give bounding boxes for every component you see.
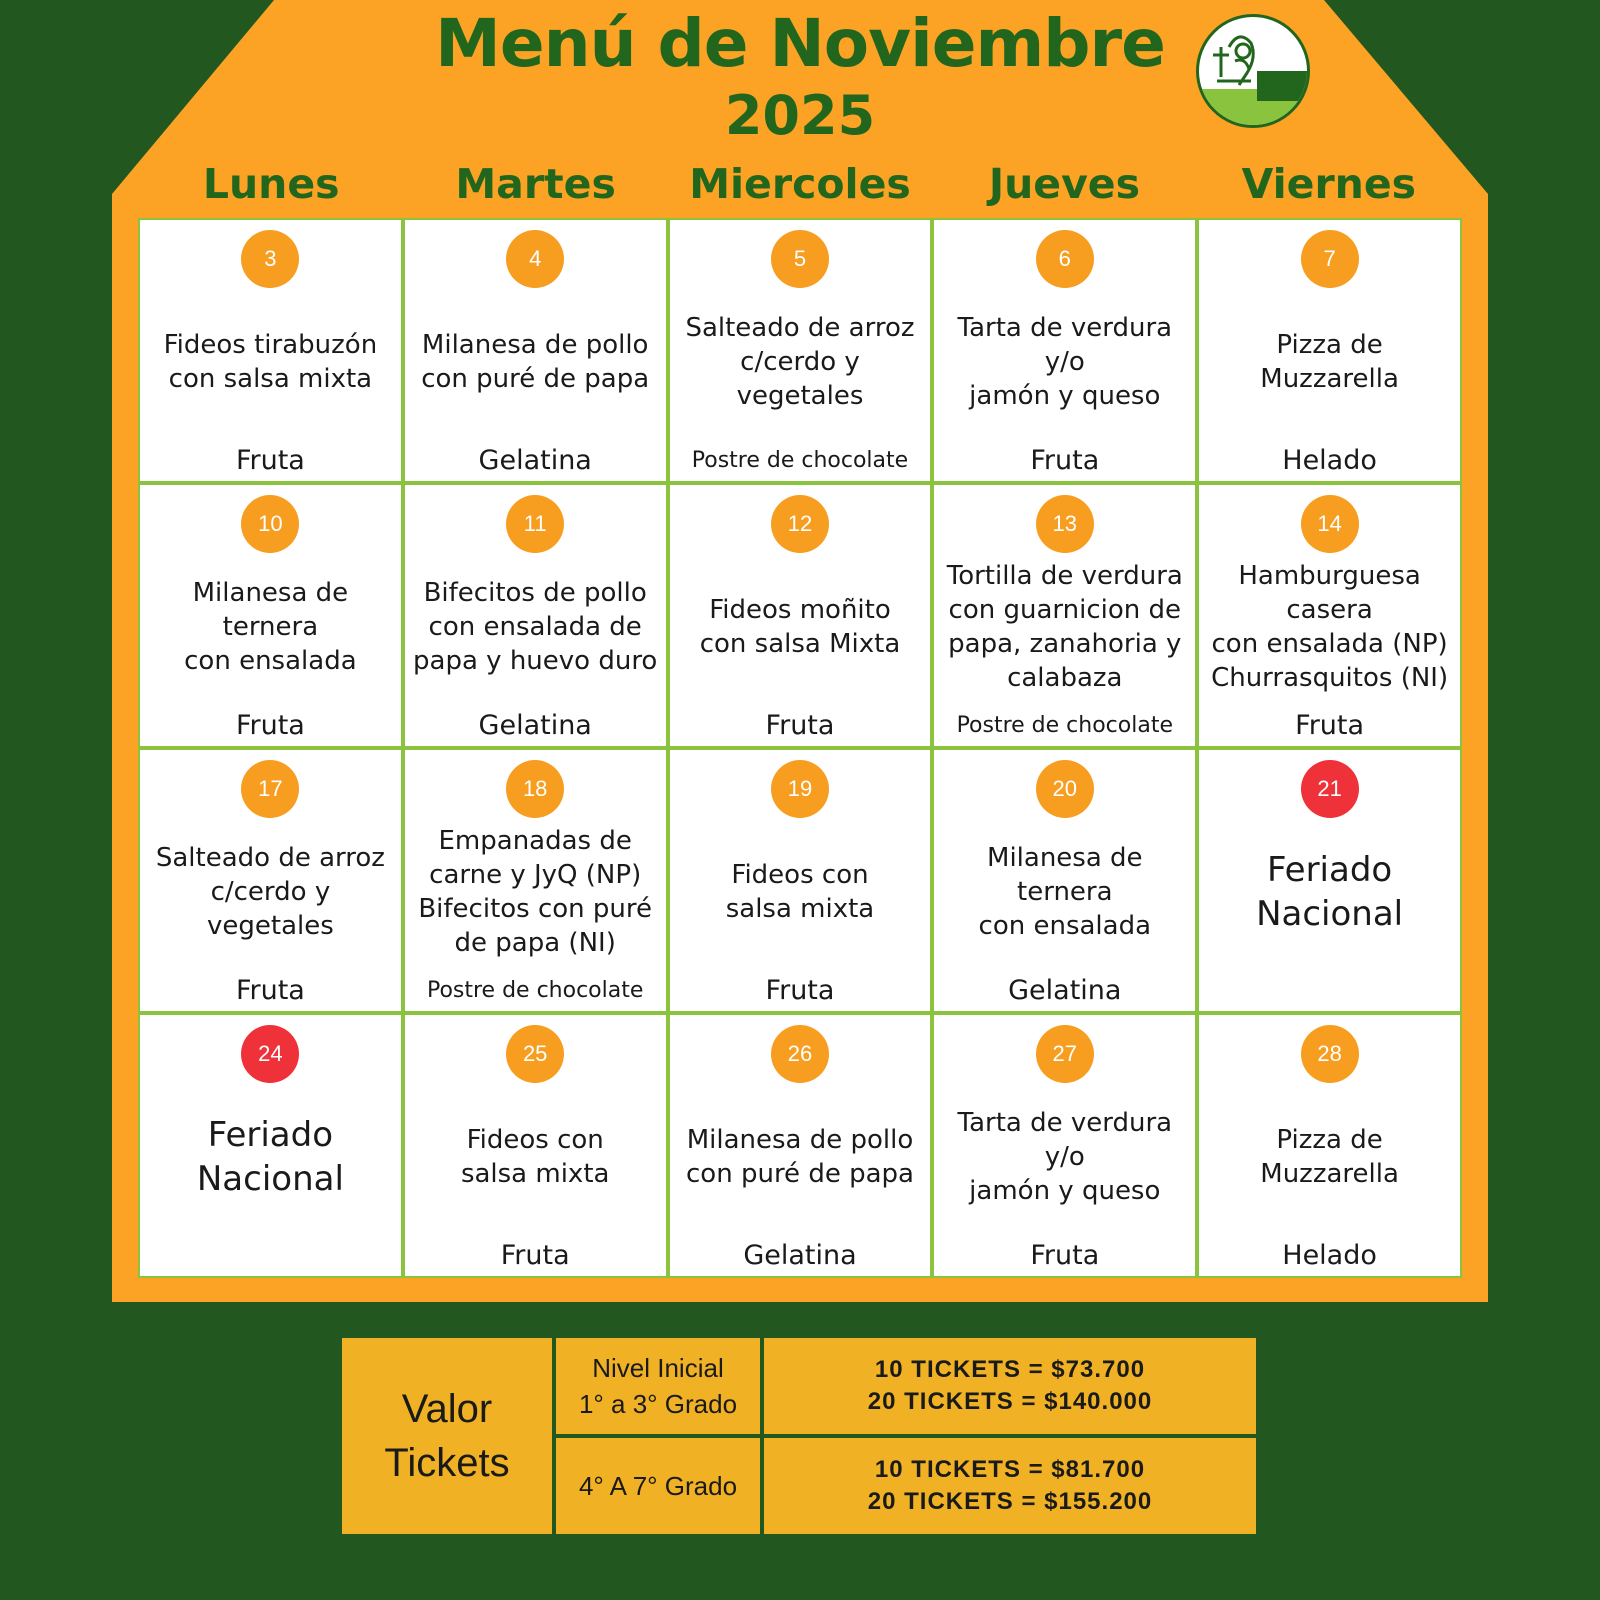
day-number-badge: 25 <box>506 1025 564 1083</box>
menu-day-cell <box>140 485 401 746</box>
day-number-badge: 19 <box>771 760 829 818</box>
menu-day-cell <box>934 750 1195 1011</box>
day-number-badge: 18 <box>506 760 564 818</box>
dessert: Gelatina <box>1008 975 1122 1006</box>
dessert: Fruta <box>500 1240 570 1271</box>
menu-day-cell <box>1199 485 1460 746</box>
main-dish: Milanesa de ternera con ensalada <box>184 577 357 676</box>
dessert: Postre de chocolate <box>956 713 1173 738</box>
weekday-header <box>139 156 1461 212</box>
menu-day-cell <box>405 1015 666 1276</box>
menu-day-cell <box>934 485 1195 746</box>
main-dish: Tortilla de verdura con guarnicion de papa, zanahoria y calabaza <box>946 560 1183 693</box>
weekday-monday: Lunes <box>202 160 340 208</box>
main-dish: Bifecitos de pollo con ensalada de papa y huevo duro <box>413 577 658 676</box>
ticket-level-primary-high: 4° A 7° Grado <box>556 1438 760 1534</box>
day-number-badge: 5 <box>771 230 829 288</box>
menu-day-cell <box>670 485 931 746</box>
menu-day-cell <box>405 485 666 746</box>
day-number-badge: 20 <box>1036 760 1094 818</box>
ticket-price-primary-high: 10 TICKETS = $81.700 20 TICKETS = $155.200 <box>764 1438 1256 1534</box>
dessert: Fruta <box>235 445 305 476</box>
menu-day-cell <box>405 750 666 1011</box>
dessert: Gelatina <box>478 445 592 476</box>
school-logo-icon <box>1196 14 1310 128</box>
main-dish: Tarta de verdura y/o jamón y queso <box>957 312 1173 411</box>
page-year: 2025 <box>724 84 876 147</box>
weekday-thursday: Jueves <box>988 160 1141 208</box>
day-number-badge: 13 <box>1036 495 1094 553</box>
day-number-badge: 3 <box>241 230 299 288</box>
day-number-badge: 7 <box>1301 230 1359 288</box>
dessert: Helado <box>1282 1240 1377 1271</box>
main-dish: Hamburguesa casera con ensalada (NP) Churrasquitos (NI) <box>1211 560 1449 693</box>
dessert: Helado <box>1282 445 1377 476</box>
dessert: Fruta <box>1295 710 1365 741</box>
menu-day-cell <box>140 220 401 481</box>
page-title: Menú de Noviembre <box>435 5 1165 82</box>
ticket-prices-table <box>342 1338 1256 1534</box>
menu-day-cell <box>670 220 931 481</box>
ticket-prices-label: Valor Tickets <box>342 1338 552 1534</box>
dessert: Fruta <box>1030 445 1100 476</box>
main-dish: Milanesa de ternera con ensalada <box>978 842 1152 941</box>
day-number-badge: 28 <box>1301 1025 1359 1083</box>
menu-day-cell <box>670 750 931 1011</box>
main-dish: Tarta de verdura y/o jamón y queso <box>957 1107 1173 1206</box>
main-dish: Fideos tirabuzón con salsa mixta <box>163 329 378 394</box>
dessert: Postre de chocolate <box>426 978 644 1003</box>
weekday-wednesday: Miercoles <box>689 160 911 208</box>
menu-day-cell <box>1199 750 1460 1011</box>
weekday-tuesday: Martes <box>455 160 616 208</box>
main-dish: Empanadas de carne y JyQ (NP) Bifecitos con puré de papa (NI) <box>418 825 653 958</box>
menu-day-cell <box>934 220 1195 481</box>
day-number-badge: 27 <box>1036 1025 1094 1083</box>
menu-day-cell <box>1199 1015 1460 1276</box>
dessert: Fruta <box>1030 1240 1100 1271</box>
dessert: Fruta <box>765 975 835 1006</box>
dessert: Fruta <box>235 710 305 741</box>
day-number-badge: 6 <box>1036 230 1094 288</box>
dessert: Postre de chocolate <box>691 448 909 473</box>
dessert: Gelatina <box>743 1240 857 1271</box>
ticket-level-primary-low: Nivel Inicial 1° a 3° Grado <box>556 1338 760 1434</box>
main-dish: Milanesa de pollo con puré de papa <box>686 1124 914 1189</box>
ticket-price-primary-low: 10 TICKETS = $73.700 20 TICKETS = $140.000 <box>764 1338 1256 1434</box>
menu-day-cell <box>140 1015 401 1276</box>
day-number-badge: 4 <box>506 230 564 288</box>
day-number-badge: 17 <box>241 760 299 818</box>
menu-calendar-grid <box>138 218 1462 1278</box>
day-number-badge: 10 <box>241 495 299 553</box>
menu-day-cell <box>140 750 401 1011</box>
menu-day-cell <box>670 1015 931 1276</box>
day-number-badge: 12 <box>771 495 829 553</box>
main-dish: Fideos con salsa mixta <box>725 859 875 924</box>
main-dish: Pizza de Muzzarella <box>1260 329 1399 394</box>
main-dish: Salteado de arroz c/cerdo y vegetales <box>685 312 915 411</box>
holiday-day-badge: 24 <box>241 1025 299 1083</box>
dessert: Fruta <box>765 710 835 741</box>
main-dish: Fideos moñito con salsa Mixta <box>699 594 901 659</box>
menu-day-cell <box>405 220 666 481</box>
holiday-day-badge: 21 <box>1301 760 1359 818</box>
main-dish: Salteado de arroz c/cerdo y vegetales <box>155 842 385 941</box>
weekday-friday: Viernes <box>1241 160 1417 208</box>
holiday-label: Feriado Nacional <box>196 1114 344 1199</box>
menu-day-cell <box>1199 220 1460 481</box>
day-number-badge: 11 <box>506 495 564 553</box>
holiday-label: Feriado Nacional <box>1256 849 1404 934</box>
day-number-badge: 26 <box>771 1025 829 1083</box>
dessert: Gelatina <box>478 710 592 741</box>
main-dish: Pizza de Muzzarella <box>1260 1124 1399 1189</box>
day-number-badge: 14 <box>1301 495 1359 553</box>
main-dish: Milanesa de pollo con puré de papa <box>421 329 650 394</box>
menu-day-cell <box>934 1015 1195 1276</box>
dessert: Fruta <box>235 975 305 1006</box>
main-dish: Fideos con salsa mixta <box>460 1124 610 1189</box>
